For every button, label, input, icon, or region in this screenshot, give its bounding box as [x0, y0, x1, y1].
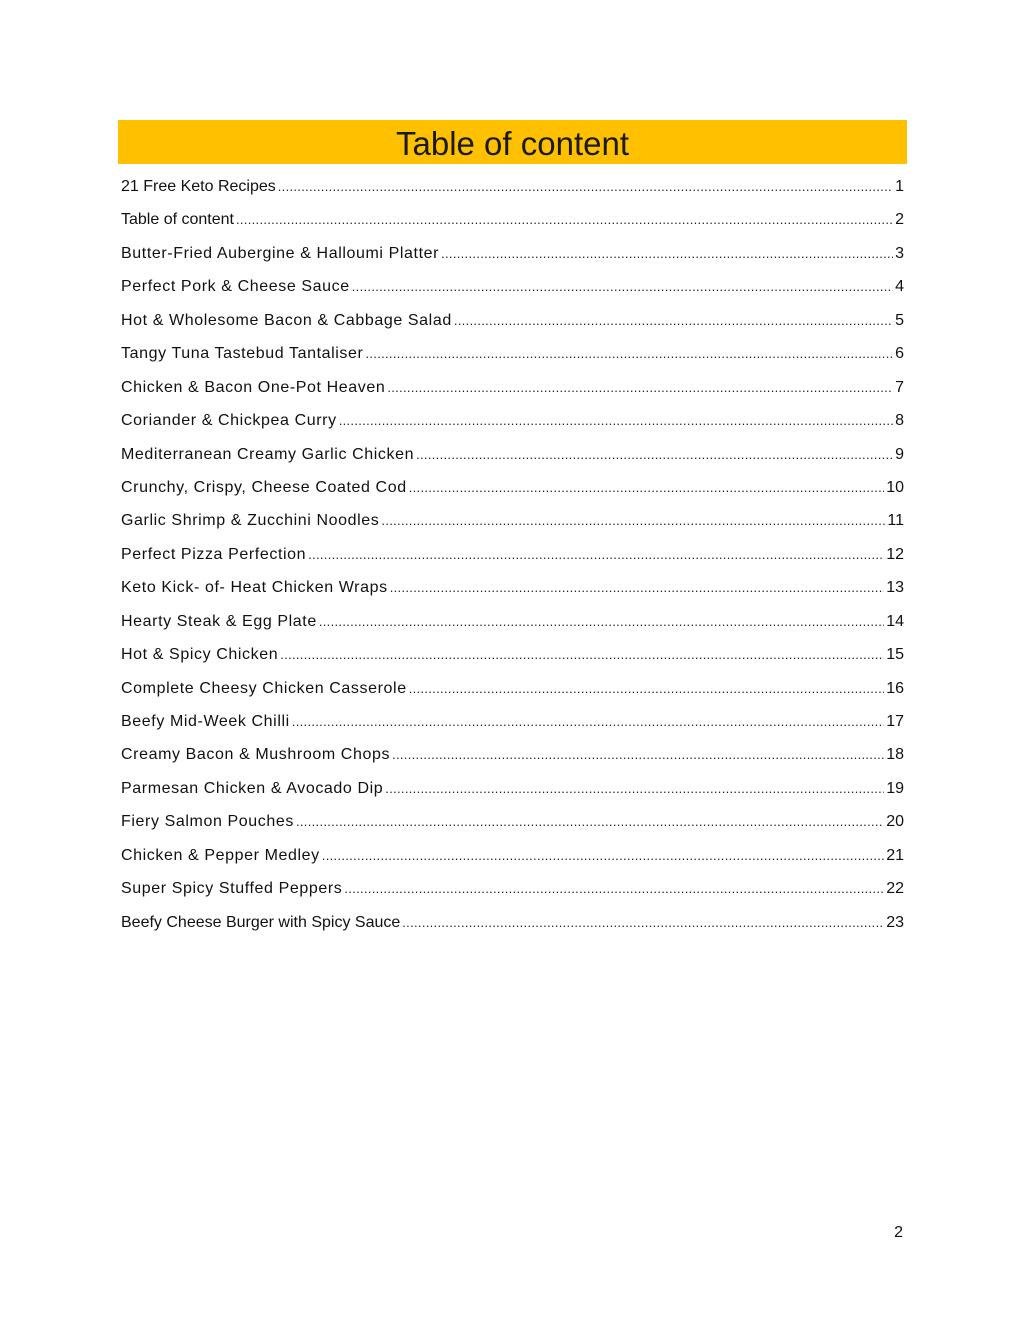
toc-entry-page: 21: [886, 846, 904, 864]
toc-dot-leader: [296, 805, 884, 838]
toc-entry[interactable]: [121, 906, 904, 939]
toc-entry-label: Perfect Pork & Cheese Sauce: [121, 278, 350, 296]
toc-entry[interactable]: [121, 738, 904, 771]
toc-entry[interactable]: [121, 237, 904, 270]
toc-entry-label: Table of content: [121, 211, 234, 229]
toc-entry[interactable]: [121, 605, 904, 638]
toc-dot-leader: [385, 772, 884, 805]
toc-dot-leader: [441, 237, 893, 270]
toc-entry-label: Beefy Cheese Burger with Spicy Sauce: [121, 913, 401, 931]
toc-entry-page: 7: [895, 378, 904, 396]
toc-entry-label: Tangy Tuna Tastebud Tantaliser: [121, 345, 364, 363]
toc-entry-label: Creamy Bacon & Mushroom Chops: [121, 746, 391, 764]
toc-entry[interactable]: [121, 404, 904, 437]
toc-entry[interactable]: [121, 203, 904, 236]
toc-entry-page: 23: [886, 913, 904, 931]
toc-entry[interactable]: [121, 772, 904, 805]
toc-entry-page: 3: [895, 244, 904, 262]
toc-entry[interactable]: [121, 538, 904, 571]
toc-dot-leader: [236, 203, 893, 236]
toc-entry[interactable]: [121, 170, 904, 203]
toc-dot-leader: [339, 404, 893, 437]
toc-entry-page: 18: [886, 746, 904, 764]
toc-entry-label: Complete Cheesy Chicken Casserole: [121, 679, 407, 697]
toc-entry-label: Coriander & Chickpea Curry: [121, 412, 337, 430]
page-number: 2: [894, 1224, 903, 1241]
toc-entry-page: 2: [895, 211, 904, 229]
toc-entry-label: Chicken & Pepper Medley: [121, 846, 320, 864]
toc-entry-label: Hot & Wholesome Bacon & Cabbage Salad: [121, 311, 452, 329]
toc-entry-page: 6: [895, 345, 904, 363]
toc-entry-page: 11: [887, 512, 904, 530]
toc-entry-page: 19: [886, 779, 904, 797]
toc-entry-page: 16: [886, 679, 904, 697]
toc-entry-page: 20: [886, 813, 904, 831]
toc-entry[interactable]: [121, 638, 904, 671]
toc-entry[interactable]: [121, 270, 904, 303]
toc-entry-label: Crunchy, Crispy, Cheese Coated Cod: [121, 478, 407, 496]
toc-entry[interactable]: [121, 337, 904, 370]
toc-dot-leader: [387, 371, 893, 404]
toc-dot-leader: [280, 638, 884, 671]
toc-dot-leader: [278, 170, 893, 203]
toc-entry-page: 12: [886, 545, 904, 563]
toc-entry-label: Hearty Steak & Egg Plate: [121, 612, 317, 630]
page-title: Table of content: [396, 124, 629, 162]
toc-dot-leader: [454, 304, 893, 337]
toc-entry-page: 8: [895, 412, 904, 430]
toc-dot-leader: [390, 571, 884, 604]
toc-dot-leader: [344, 872, 884, 905]
toc-entry[interactable]: [121, 438, 904, 471]
toc-entry-page: 22: [886, 880, 904, 898]
toc-entry-label: Garlic Shrimp & Zucchini Noodles: [121, 512, 380, 530]
toc-entry-page: 9: [895, 445, 904, 463]
toc-entry-page: 13: [886, 579, 904, 597]
toc-entry[interactable]: [121, 872, 904, 905]
toc-entry-label: Mediterranean Creamy Garlic Chicken: [121, 445, 415, 463]
toc-entry-page: 1: [895, 178, 904, 195]
toc-entry-label: Beefy Mid-Week Chilli: [121, 713, 290, 730]
toc-entry[interactable]: [121, 839, 904, 872]
toc-entry-page: 15: [886, 646, 904, 664]
toc-entry-page: 14: [886, 612, 904, 630]
title-banner: [118, 120, 907, 164]
toc-entry-label: Perfect Pizza Perfection: [121, 545, 307, 563]
toc-entry[interactable]: [121, 805, 904, 838]
toc-entry-page: 4: [895, 278, 904, 296]
toc-dot-leader: [365, 337, 893, 370]
table-of-contents: [121, 170, 904, 939]
toc-dot-leader: [409, 471, 884, 504]
toc-entry[interactable]: [121, 304, 904, 337]
toc-dot-leader: [319, 605, 884, 638]
toc-entry-label: Hot & Spicy Chicken: [121, 646, 279, 664]
toc-entry-page: 17: [886, 713, 904, 730]
toc-entry-page: 10: [886, 478, 904, 496]
toc-entry[interactable]: [121, 705, 904, 738]
toc-dot-leader: [381, 504, 885, 537]
toc-dot-leader: [308, 538, 884, 571]
toc-entry-page: 5: [895, 311, 904, 329]
toc-entry-label: Chicken & Bacon One-Pot Heaven: [121, 378, 386, 396]
toc-dot-leader: [402, 906, 884, 939]
toc-entry[interactable]: [121, 471, 904, 504]
toc-dot-leader: [392, 738, 884, 771]
toc-dot-leader: [352, 270, 893, 303]
toc-dot-leader: [292, 705, 884, 738]
toc-dot-leader: [416, 438, 893, 471]
toc-dot-leader: [322, 839, 884, 872]
toc-entry[interactable]: [121, 371, 904, 404]
toc-entry[interactable]: [121, 504, 904, 537]
toc-entry-label: 21 Free Keto Recipes: [121, 178, 276, 195]
toc-entry-label: Butter-Fried Aubergine & Halloumi Platter: [121, 244, 440, 262]
toc-entry-label: Super Spicy Stuffed Peppers: [121, 880, 343, 898]
toc-dot-leader: [409, 672, 885, 705]
toc-entry-label: Parmesan Chicken & Avocado Dip: [121, 779, 384, 797]
toc-entry-label: Fiery Salmon Pouches: [121, 813, 294, 831]
toc-entry-label: Keto Kick- of- Heat Chicken Wraps: [121, 579, 388, 597]
toc-entry[interactable]: [121, 672, 904, 705]
toc-entry[interactable]: [121, 571, 904, 604]
